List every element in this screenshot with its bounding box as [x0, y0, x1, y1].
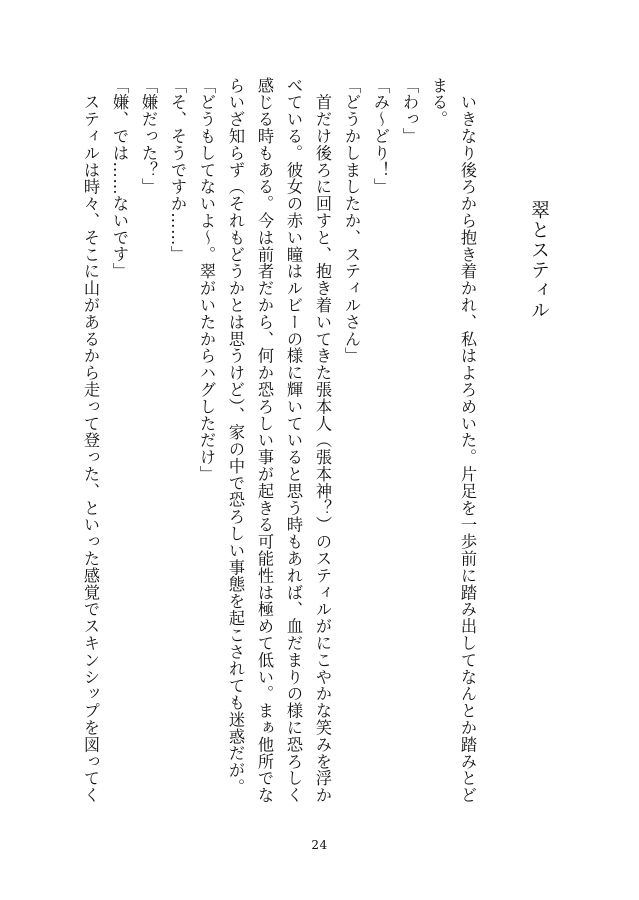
text-line: 「嫌だった？」	[139, 77, 158, 196]
text-line: 「わっ」	[400, 77, 419, 145]
body-text	[76, 77, 482, 804]
text-line: 「そ、そうですか……」	[168, 77, 187, 263]
text-line: 感じる時もある。今は前者だから、何か恐ろしい事が起きる可能性は極めて低い。まぁ他所でな	[255, 77, 274, 804]
text-line: 「み〜どり！」	[371, 77, 390, 196]
text-line: べている。彼女の赤い瞳はルビーの様に輝いていると思う時もあれば、血だまりの様に恐ろしく	[284, 77, 303, 804]
text-line: 「どうかしましたか、スティルさん」	[342, 77, 361, 365]
page-number: 24	[311, 838, 328, 852]
text-line: らいざ知らず（それもどうかとは思うけど）、家の中で恐ろしい事態を起こされても迷惑だが。	[226, 77, 245, 796]
text-line: 「嫌、では……ないです」	[110, 77, 129, 280]
text-line: まる。	[429, 77, 448, 128]
text-line: いきなり後ろから抱き着かれ、私はよろめいた。片足を一歩前に踏み出してなんとか踏みとど	[458, 77, 477, 804]
text-line: スティルは時々、そこに山があるから走って登った、といった感覚でスキンシップを図ってく	[81, 77, 100, 804]
chapter-title: 翠とスティル	[528, 200, 550, 320]
text-line: 首だけ後ろに回すと、抱き着いてきた張本人（張本神？）のスティルがにこやかな笑みを浮か	[313, 77, 332, 804]
text-line: 「どうもしてないよ〜。翠がいたからハグしただけ」	[197, 77, 216, 483]
